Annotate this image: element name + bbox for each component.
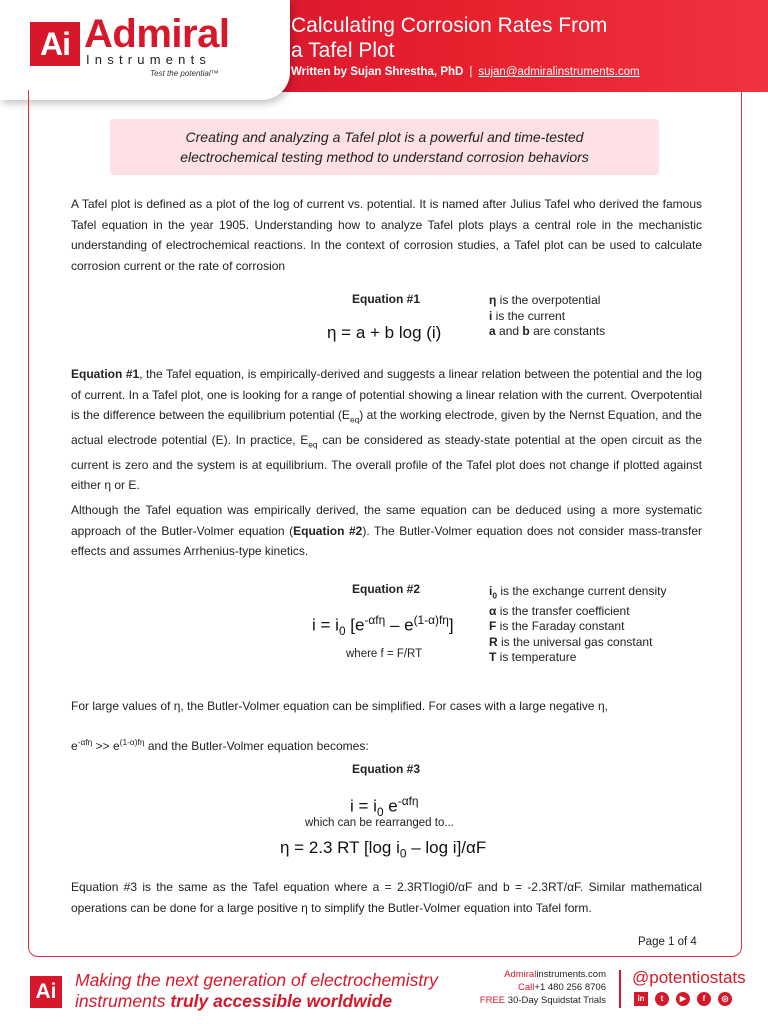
equation-1-legend: [489, 293, 605, 340]
legend-eta-text: is the overpotential: [496, 293, 601, 307]
legend-ab-text: are constants: [529, 324, 606, 338]
eq3-f1-sub: 0: [376, 805, 384, 820]
logo-mark: Ai: [30, 22, 80, 66]
footer-logo-mark[interactable]: Ai: [30, 976, 62, 1008]
brand-tagline: Test the potential™: [150, 69, 219, 78]
title-line-2: a Tafel Plot: [291, 39, 395, 62]
eq3-f2-a: η = 2.3 RT [log i: [280, 838, 400, 857]
legend-i0-sub: 0: [492, 590, 498, 601]
footer-divider: [619, 970, 621, 1008]
para2-text-3: can be considered as steady-state potential at the open circuit as the current is zero and the system is at equilibrium. The overall profile of the Tafel plot does not change if plotted against either η or E.: [71, 432, 702, 493]
para5-rest: and the Butler-Volmer equation becomes:: [144, 739, 369, 753]
eq2-part-a: i = i: [312, 615, 339, 635]
eq3-f2-sub: 0: [399, 846, 407, 861]
para3-bold: Equation #2: [293, 523, 363, 538]
linkedin-icon[interactable]: in: [634, 992, 648, 1006]
legend-i0-text: is the exchange current density: [497, 584, 667, 598]
byline: [291, 66, 640, 78]
site-red: Admiral: [504, 969, 537, 980]
eq3-f1-a: i = i: [350, 796, 377, 816]
eq3-f1-sup: -αfη: [397, 794, 419, 808]
slogan-line-1: Making the next generation of electrochemistry: [75, 970, 438, 990]
para2-text-2: ) at the working electrode, given by the Nernst Equation, and the actual electrode potential (E). In practice, E: [71, 408, 702, 447]
legend-t-symbol: T: [489, 650, 497, 665]
legend-f-text: is the Faraday constant: [496, 619, 625, 634]
para5-sup-2: (1-α)fη: [119, 737, 145, 747]
legend-t-text: is temperature: [496, 650, 577, 665]
para3-text-1: Although the Tafel equation was empirically derived, the same equation can be deduced using a more systematic approach of the Butler-Volmer equation (: [71, 503, 702, 538]
legend-alpha-text: is the transfer coefficient: [496, 603, 630, 618]
footer-slogan: [75, 970, 438, 1012]
brand-name: Admiral: [84, 12, 230, 56]
equation-2-note: where f = F/RT: [346, 648, 423, 660]
byline-separator: |: [469, 66, 473, 78]
equation-1-formula: η = a + b log (i): [327, 323, 442, 342]
para5-e-1: e: [71, 739, 78, 753]
para5-gt: >> e: [92, 739, 120, 753]
eq2-part-b: [e: [345, 615, 365, 635]
free-rest: 30-Day Squidstat Trials: [505, 995, 606, 1006]
page-number: Page 1 of 4: [638, 936, 697, 948]
eq3-f1-b: e: [383, 796, 398, 816]
equation-2-legend: [489, 584, 666, 666]
para5-sup-1: -αfη: [77, 737, 93, 747]
phone-number[interactable]: [460, 981, 606, 994]
legend-alpha-symbol: α: [489, 603, 497, 618]
logo[interactable]: [0, 0, 290, 100]
call-rest: +1 480 256 8706: [534, 982, 606, 993]
youtube-icon[interactable]: ▶: [676, 992, 690, 1006]
equation-2-formula: [312, 613, 454, 638]
eq2-sub: 0: [338, 624, 346, 639]
equation-2-title: Equation #2: [352, 582, 421, 596]
intro-callout: [110, 119, 659, 175]
equation-3-formula-2: [280, 838, 486, 860]
intro-line-1: Creating and analyzing a Tafel plot is a powerful and time-tested: [185, 129, 584, 145]
author-email-link[interactable]: sujan@admiralinstruments.com: [478, 66, 640, 78]
call-red: Call: [518, 982, 535, 993]
equation-3-note: which can be rearranged to...: [305, 817, 454, 829]
eq3-f2-b: – log i]/αF: [406, 838, 487, 857]
instagram-icon[interactable]: ◎: [718, 992, 732, 1006]
paragraph-5: [71, 732, 702, 757]
footer-contact: [460, 968, 606, 1007]
paragraph-3: [71, 500, 702, 562]
eq2-sup-2: (1-α)fη: [413, 613, 449, 627]
paragraph-6: Equation #3 is the same as the Tafel equation where a = 2.3RTlogi0/αF and b = -2.3RT/αF. Similar mathematical operations can be done for a large positive η to simplify the Butler-Volmer equation into Tafel form.: [71, 880, 702, 915]
para2-text-1: , the Tafel equation, is empirically-derived and suggests a linear relation between the potential and the log of current. In a Tafel plot, one is looking for a range of potential showing a linear relation with the current. Overpotential is the difference between the equilibrium potential (E: [71, 367, 702, 422]
legend-i0-symbol: i: [489, 584, 493, 598]
site-rest: instruments.com: [536, 969, 606, 980]
legend-and: and: [495, 324, 523, 338]
brand-subtitle: Instruments: [86, 52, 212, 67]
equation-3-formula-1: [350, 794, 419, 819]
intro-line-2: electrochemical testing method to understand corrosion behaviors: [180, 149, 589, 165]
paragraph-1: A Tafel plot is defined as a plot of the log of current vs. potential. It is named after Julius Tafel who derived the famous Tafel equation in the year 1905. Understanding how to analyze Tafel plots plays a central role in the mechanistic understanding of electrochemical reactions. In the context of corrosion studies, a Tafel plot can be used to calculate corrosion current or the rate of corrosion: [71, 197, 702, 273]
para2-sub-2: eq: [308, 439, 318, 450]
legend-r-symbol: R: [489, 634, 498, 649]
legend-i-symbol: i: [489, 308, 493, 323]
paragraph-2: [71, 364, 702, 496]
twitter-icon[interactable]: t: [655, 992, 669, 1006]
para2-bold: Equation #1: [71, 367, 140, 381]
eq2-part-d: ]: [448, 615, 454, 635]
slogan-line-2b: truly accessible worldwide: [170, 991, 393, 1011]
equation-1-title: Equation #1: [352, 292, 421, 306]
eq2-sup-1: -αfη: [364, 613, 386, 627]
paragraph-4: For large values of η, the Butler-Volmer equation can be simplified. For cases with a large negative η,: [71, 699, 608, 713]
facebook-icon[interactable]: f: [697, 992, 711, 1006]
free-red: FREE: [479, 995, 506, 1006]
para3-text-2: ). The Butler-Volmer equation does not consider mass-transfer effects and assumes Arrhenius-type kinetics.: [71, 523, 702, 558]
trial-offer[interactable]: [460, 994, 606, 1007]
legend-r-text: is the universal gas constant: [497, 634, 653, 649]
website-link[interactable]: [460, 968, 606, 981]
eq2-part-c: – e: [385, 615, 414, 635]
legend-f-symbol: F: [489, 619, 497, 634]
legend-i-text: is the current: [492, 308, 566, 323]
social-handle[interactable]: @potentiostats: [632, 968, 746, 987]
author: Written by Sujan Shrestha, PhD: [291, 66, 464, 78]
equation-3-title: Equation #3: [352, 762, 421, 776]
slogan-line-2a: instruments: [75, 991, 171, 1011]
legend-eta-symbol: η: [489, 293, 497, 307]
legend-b-symbol: b: [522, 324, 530, 338]
para2-sub-1: eq: [349, 414, 360, 425]
document-title: [291, 13, 607, 63]
title-line-1: Calculating Corrosion Rates From: [291, 14, 608, 37]
legend-a-symbol: a: [489, 324, 496, 338]
